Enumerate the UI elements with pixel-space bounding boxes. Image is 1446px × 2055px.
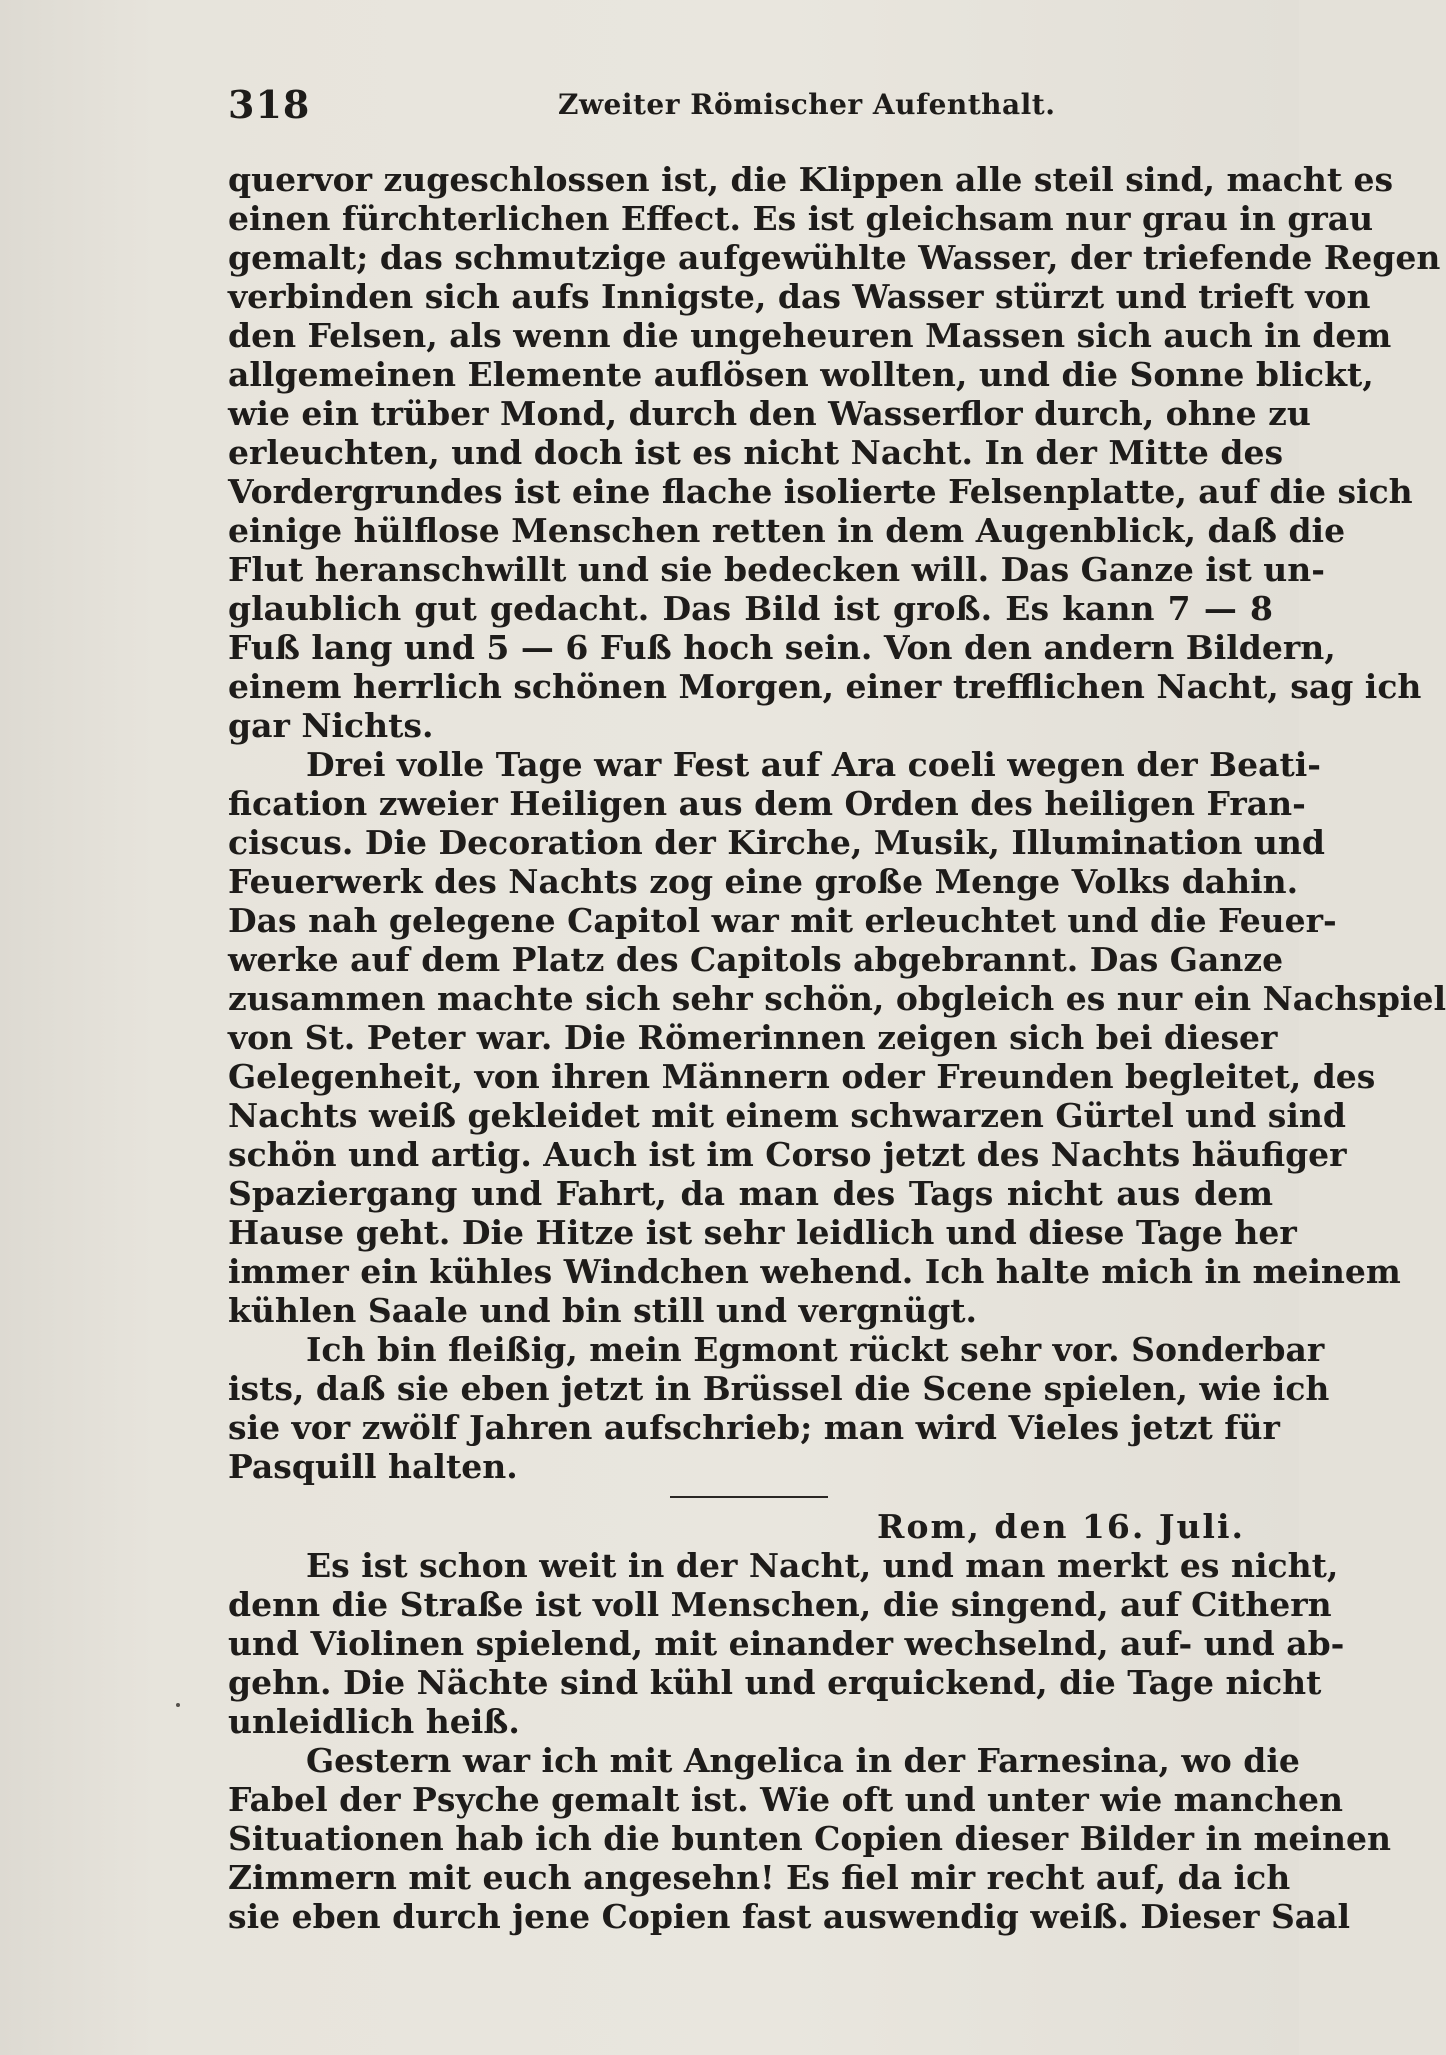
text-line: werke auf dem Platz des Capitols abgebrannt. Das Ganze bbox=[228, 940, 1284, 979]
text-line: Spaziergang und Fahrt, da man des Tags nicht aus dem bbox=[228, 1174, 1273, 1213]
text-line: Fuß lang und 5 — 6 Fuß hoch sein. Von den andern Bildern, bbox=[228, 628, 1336, 667]
text-line: allgemeinen Elemente auflösen wollten, und die Sonne blickt, bbox=[228, 355, 1374, 394]
text-line: glaublich gut gedacht. Das Bild ist groß. Es kann 7 — 8 bbox=[228, 589, 1273, 628]
text-line: von St. Peter war. Die Römerinnen zeigen sich bei dieser bbox=[228, 1018, 1278, 1057]
section-divider bbox=[670, 1496, 828, 1498]
text-line: einen fürchterlichen Effect. Es ist gleichsam nur grau in grau bbox=[228, 199, 1374, 238]
text-line: Feuerwerk des Nachts zog eine große Menge Volks dahin. bbox=[228, 862, 1299, 901]
text-line: immer ein kühles Windchen wehend. Ich halte mich in meinem bbox=[228, 1252, 1401, 1291]
text-line: fication zweier Heiligen aus dem Orden des heiligen Fran- bbox=[228, 784, 1306, 823]
paragraph bbox=[228, 745, 1446, 1330]
section-divider-row bbox=[228, 1486, 1273, 1507]
text-line: sie eben durch jene Copien fast auswendig weiß. Dieser Saal bbox=[228, 1897, 1351, 1936]
text-line: den Felsen, als wenn die ungeheuren Massen sich auch in dem bbox=[228, 316, 1392, 355]
text-line: Hause geht. Die Hitze ist sehr leidlich und diese Tage her bbox=[228, 1213, 1297, 1252]
text-line: Vordergrundes ist eine flache isolierte Felsenplatte, auf die sich bbox=[228, 472, 1413, 511]
dateline: Rom, den 16. Juli. bbox=[877, 1507, 1245, 1546]
text-line: wie ein trüber Mond, durch den Wasserflor durch, ohne zu bbox=[228, 394, 1311, 433]
text-line: gehn. Die Nächte sind kühl und erquickend, die Tage nicht bbox=[228, 1663, 1322, 1702]
paper-speck bbox=[176, 1703, 180, 1707]
text-line: Nachts weiß gekleidet mit einem schwarzen Gürtel und sind bbox=[228, 1096, 1346, 1135]
text-line: erleuchten, und doch ist es nicht Nacht. In der Mitte des bbox=[228, 433, 1284, 472]
page-header bbox=[228, 82, 1268, 132]
text-line: einige hülflose Menschen retten in dem Augenblick, daß die bbox=[228, 511, 1346, 550]
text-line: gemalt; das schmutzige aufgewühlte Wasser, der triefende Regen bbox=[228, 238, 1441, 277]
text-line: unleidlich heiß. bbox=[228, 1702, 520, 1741]
text-line: ciscus. Die Decoration der Kirche, Musik, Illumination und bbox=[228, 823, 1325, 862]
text-line: Das nah gelegene Capitol war mit erleuchtet und die Feuer- bbox=[228, 901, 1337, 940]
text-line: Fabel der Psyche gemalt ist. Wie oft und unter wie manchen bbox=[228, 1780, 1344, 1819]
running-head: Zweiter Römischer Aufenthalt. bbox=[558, 88, 1056, 121]
text-line: verbinden sich aufs Innigste, das Wasser stürzt und trieft von bbox=[228, 277, 1371, 316]
text-line: ists, daß sie eben jetzt in Brüssel die Scene spielen, wie ich bbox=[228, 1369, 1330, 1408]
paragraph bbox=[228, 1546, 1345, 1741]
text-line: und Violinen spielend, mit einander wechselnd, auf- und ab- bbox=[228, 1624, 1345, 1663]
text-line: quervor zugeschlossen ist, die Klippen alle steil sind, macht es bbox=[228, 160, 1394, 199]
body-text bbox=[228, 160, 1446, 1936]
text-line: Drei volle Tage war Fest auf Ara coeli wegen der Beati- bbox=[306, 745, 1321, 784]
text-line: schön und artig. Auch ist im Corso jetzt des Nachts häufiger bbox=[228, 1135, 1347, 1174]
text-block-after-date bbox=[228, 1546, 1391, 1936]
page-number: 318 bbox=[228, 82, 311, 127]
text-line: Gestern war ich mit Angelica in der Farnesina, wo die bbox=[306, 1741, 1300, 1780]
text-line: einem herrlich schönen Morgen, einer trefflichen Nacht, sag ich bbox=[228, 667, 1422, 706]
text-line: denn die Straße ist voll Menschen, die singend, auf Cithern bbox=[228, 1585, 1332, 1624]
text-line: gar Nichts. bbox=[228, 706, 434, 745]
text-line: sie vor zwölf Jahren aufschrieb; man wird Vieles jetzt für bbox=[228, 1408, 1280, 1447]
text-line: Gelegenheit, von ihren Männern oder Freunden begleitet, des bbox=[228, 1057, 1376, 1096]
text-line: Situationen hab ich die bunten Copien dieser Bilder in meinen bbox=[228, 1819, 1391, 1858]
text-line: kühlen Saale und bin still und vergnügt. bbox=[228, 1291, 978, 1330]
text-line: Es ist schon weit in der Nacht, und man merkt es nicht, bbox=[306, 1546, 1339, 1585]
text-line: zusammen machte sich sehr schön, obgleich es nur ein Nachspiel bbox=[228, 979, 1446, 1018]
paragraph bbox=[228, 1330, 1330, 1486]
text-line: Zimmern mit euch angesehn! Es fiel mir recht auf, da ich bbox=[228, 1858, 1291, 1897]
text-block-before-date bbox=[228, 160, 1446, 1486]
text-line: Ich bin fleißig, mein Egmont rückt sehr vor. Sonderbar bbox=[306, 1330, 1325, 1369]
paragraph bbox=[228, 160, 1441, 745]
text-line: Pasquill halten. bbox=[228, 1447, 518, 1486]
paragraph bbox=[228, 1741, 1391, 1936]
text-line: Flut heranschwillt und sie bedecken will. Das Ganze ist un- bbox=[228, 550, 1325, 589]
